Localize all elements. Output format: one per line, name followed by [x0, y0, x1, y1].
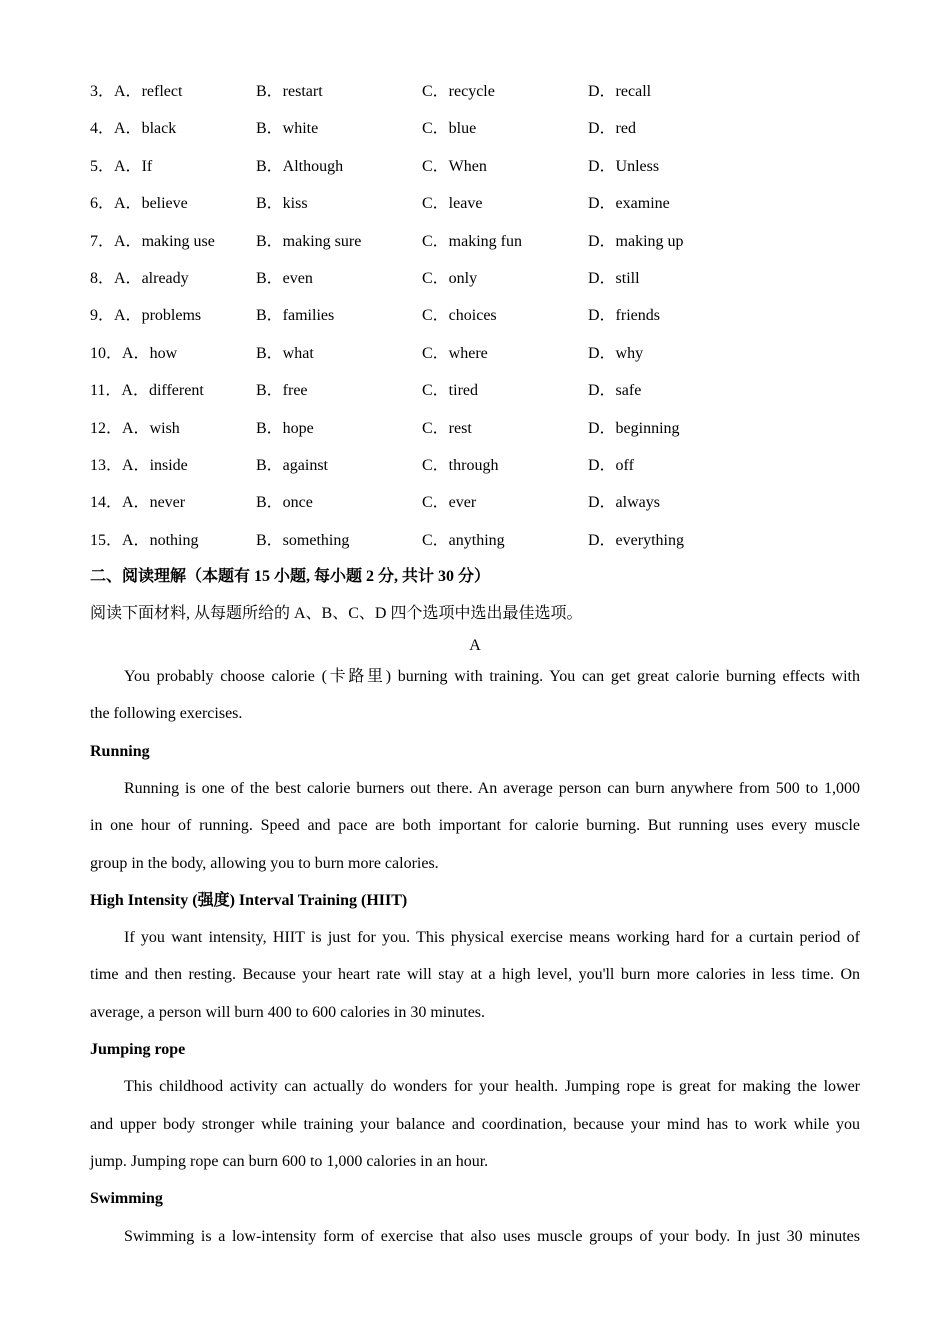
option-d: D．recall	[588, 83, 652, 100]
question-number: 13．A．	[90, 457, 150, 474]
option-a-text: different	[148, 382, 204, 399]
option-b: B．kiss	[256, 195, 308, 212]
option-a	[90, 267, 189, 291]
option-a	[90, 155, 152, 179]
running-heading: Running	[90, 743, 150, 760]
option-b: B．families	[256, 307, 335, 324]
question-option-row	[0, 80, 950, 104]
option-a-text: If	[141, 158, 153, 175]
option-a-text: inside	[149, 457, 188, 474]
option-d: D．why	[588, 345, 644, 362]
question-option-row	[0, 230, 950, 254]
option-c: C．where	[422, 345, 488, 362]
option-b: B．hope	[256, 420, 314, 437]
swimming-line-1: Swimming is a low-intensity form of exercise that also uses muscle groups of your body. In just 30 minutes	[124, 1228, 860, 1245]
option-d: D．always	[588, 494, 660, 511]
question-option-row	[0, 417, 950, 441]
option-a	[90, 117, 176, 141]
option-a	[90, 491, 185, 515]
question-option-row	[0, 192, 950, 216]
question-option-row	[0, 267, 950, 291]
option-d: D．friends	[588, 307, 660, 324]
option-a	[90, 379, 204, 403]
option-a	[90, 417, 180, 441]
running-line-3: group in the body, allowing you to burn more calories.	[90, 855, 439, 872]
rope-line-2: and upper body stronger while training your balance and coordination, because your mind has to work while you	[90, 1116, 860, 1133]
option-c: C．When	[422, 158, 487, 175]
hiit-line-2: time and then resting. Because your heart rate will stay at a high level, you'll burn more calories in less time. On	[90, 966, 860, 983]
option-a-text: never	[149, 494, 186, 511]
option-a	[90, 80, 182, 104]
hiit-line-3: average, a person will burn 400 to 600 calories in 30 minutes.	[90, 1004, 486, 1021]
option-d: D．still	[588, 270, 640, 287]
option-b: B．Although	[256, 158, 344, 175]
question-number: 11．A．	[90, 382, 149, 399]
question-number: 3．A．	[90, 83, 142, 100]
option-d: D．off	[588, 457, 634, 474]
option-a-text: reflect	[141, 83, 183, 100]
question-option-row	[0, 304, 950, 328]
option-a	[90, 454, 188, 478]
option-c: C．anything	[422, 532, 505, 549]
option-b: B．once	[256, 494, 313, 511]
running-line-1: Running is one of the best calorie burners out there. An average person can burn anywhere from 500 to 1,000	[124, 780, 860, 797]
question-option-row	[0, 454, 950, 478]
option-b: B．even	[256, 270, 313, 287]
question-number: 12．A．	[90, 420, 150, 437]
intro-line-2: the following exercises.	[90, 705, 243, 722]
option-a-text: nothing	[149, 532, 199, 549]
option-a-text: problems	[141, 307, 202, 324]
question-number: 14．A．	[90, 494, 150, 511]
option-c: C．rest	[422, 420, 472, 437]
option-a-text: black	[141, 120, 177, 137]
section-heading: 二、阅读理解（本题有 15 小题, 每小题 2 分, 共计 30 分）	[90, 568, 491, 585]
option-c: C．through	[422, 457, 499, 474]
option-d: D．examine	[588, 195, 670, 212]
question-number: 9．A．	[90, 307, 142, 324]
option-d: D．everything	[588, 532, 684, 549]
question-option-row	[0, 155, 950, 179]
option-c: C．leave	[422, 195, 483, 212]
option-c: C．ever	[422, 494, 477, 511]
question-number: 5．A．	[90, 158, 142, 175]
question-number: 4．A．	[90, 120, 142, 137]
option-a	[90, 529, 198, 553]
option-a	[90, 192, 188, 216]
option-a-text: how	[149, 345, 178, 362]
option-b: B．what	[256, 345, 314, 362]
question-number: 7．A．	[90, 233, 142, 250]
running-line-2: in one hour of running. Speed and pace are both important for calorie burning. But running uses every muscle	[90, 817, 860, 834]
option-a	[90, 304, 201, 328]
question-option-row	[0, 529, 950, 553]
option-d: D．safe	[588, 382, 642, 399]
option-c: C．recycle	[422, 83, 495, 100]
option-d: D．beginning	[588, 420, 680, 437]
option-b: B．white	[256, 120, 319, 137]
option-d: D．red	[588, 120, 636, 137]
option-c: C．choices	[422, 307, 497, 324]
rope-heading: Jumping rope	[90, 1041, 186, 1058]
option-a-text: believe	[141, 195, 188, 212]
question-option-row	[0, 379, 950, 403]
question-number: 10．A．	[90, 345, 150, 362]
passage-label: A	[469, 637, 481, 654]
option-c: C．making fun	[422, 233, 522, 250]
question-option-row	[0, 117, 950, 141]
option-c: C．tired	[422, 382, 478, 399]
question-option-row	[0, 491, 950, 515]
question-number: 8．A．	[90, 270, 142, 287]
option-b: B．against	[256, 457, 328, 474]
question-option-row	[0, 342, 950, 366]
intro-line-1: You probably choose calorie (卡路里) burning with training. You can get great calorie burning effects with	[124, 668, 860, 685]
option-a-text: already	[141, 270, 189, 287]
option-b: B．something	[256, 532, 350, 549]
section-instruction: 阅读下面材料, 从每题所给的 A、B、C、D 四个选项中选出最佳选项。	[90, 605, 583, 622]
option-a	[90, 342, 177, 366]
option-d: D．Unless	[588, 158, 660, 175]
option-a-text: making use	[141, 233, 215, 250]
question-number: 15．A．	[90, 532, 150, 549]
option-c: C．blue	[422, 120, 477, 137]
hiit-heading: High Intensity (强度) Interval Training (HIIT)	[90, 892, 408, 909]
option-a-text: wish	[149, 420, 180, 437]
question-number: 6．A．	[90, 195, 142, 212]
hiit-line-1: If you want intensity, HIIT is just for you. This physical exercise means working hard for a curtain period of	[124, 929, 860, 946]
option-b: B．making sure	[256, 233, 362, 250]
option-b: B．restart	[256, 83, 323, 100]
swimming-heading: Swimming	[90, 1190, 163, 1207]
option-b: B．free	[256, 382, 308, 399]
option-c: C．only	[422, 270, 478, 287]
option-d: D．making up	[588, 233, 684, 250]
rope-line-1: This childhood activity can actually do wonders for your health. Jumping rope is great for making the lower	[124, 1078, 860, 1095]
rope-line-3: jump. Jumping rope can burn 600 to 1,000 calories in an hour.	[90, 1153, 489, 1170]
option-a	[90, 230, 215, 254]
